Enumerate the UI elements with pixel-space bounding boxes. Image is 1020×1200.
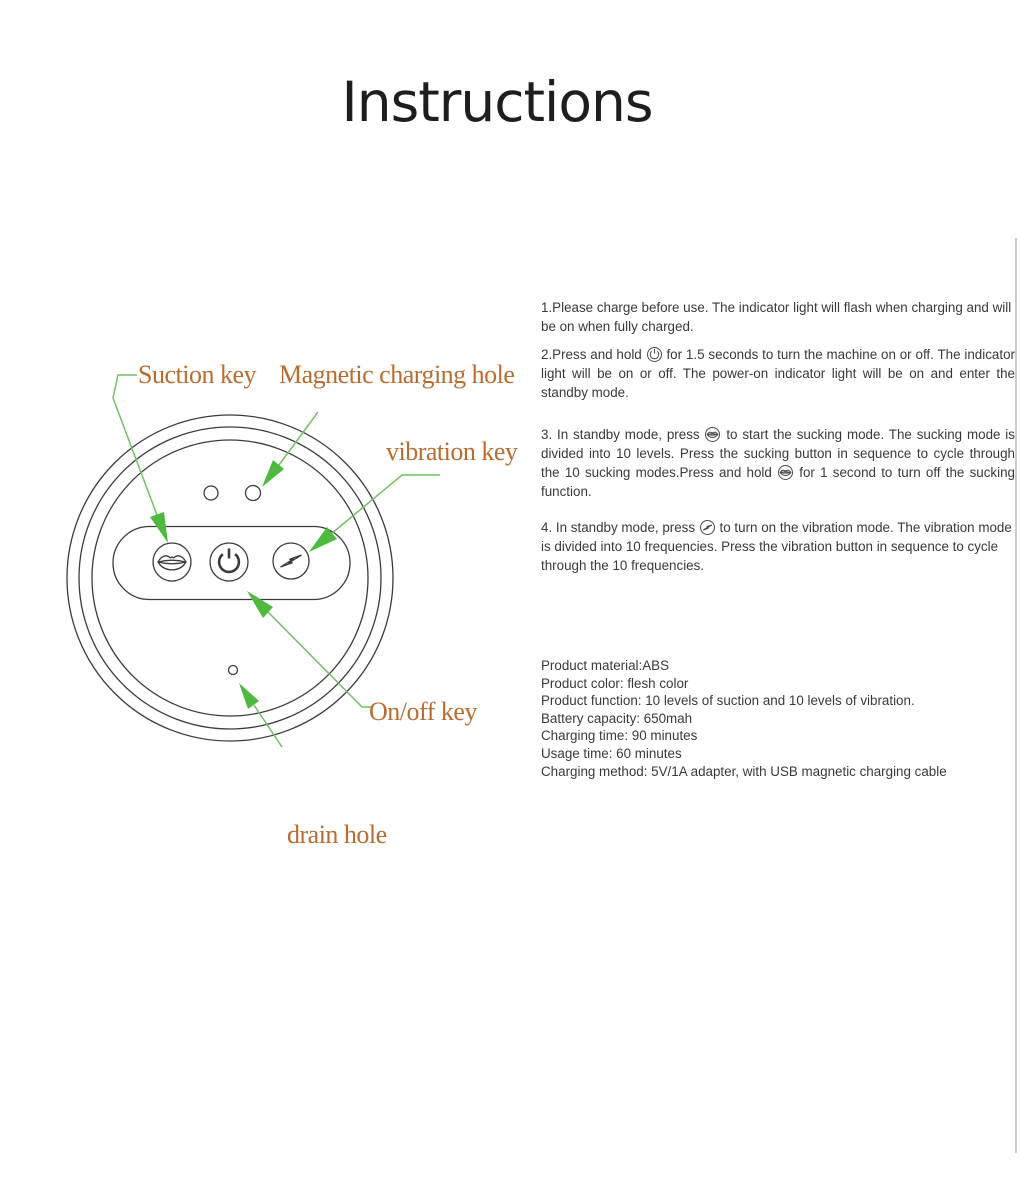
lips-icon — [704, 426, 721, 443]
onoff-leader — [247, 591, 371, 707]
scan-edge-line — [1015, 238, 1017, 1153]
instruction-step-2 — [541, 345, 1015, 402]
instruction-text: 2.Press and hold — [541, 347, 646, 362]
spec-line-material: Product material:ABS — [541, 658, 670, 673]
suction-button — [153, 543, 191, 581]
charging-hole-left — [204, 486, 218, 500]
instruction-step-3 — [541, 425, 1015, 501]
spec-line-color: Product color: flesh color — [541, 675, 689, 691]
instruction-text: 1.Please charge before use. The indicator light will flash when charging and will be on when fully charged. — [541, 300, 1012, 334]
spec-line-usage-time: Usage time: 60 minutes — [541, 745, 682, 761]
label-vibration-key: vibration key — [386, 437, 518, 466]
vibration-leader — [309, 475, 440, 552]
spec-line-function: Product function: 10 levels of suction and 10 levels of vibration. — [541, 693, 915, 709]
device-diagram — [0, 350, 540, 820]
instruction-text: to start the sucking mode. The sucking mode is divided into 10 levels. Press the sucking button in sequence to cycle through the 10 sucking modes.Press and hold — [541, 427, 1015, 480]
instruction-text: 3. In standby mode, press — [541, 427, 705, 442]
lightning-icon — [281, 555, 302, 567]
power-icon — [219, 549, 239, 572]
label-drain-hole: drain hole — [287, 820, 387, 849]
spec-line-battery: Battery capacity: 650mah — [541, 710, 693, 726]
drain-hole — [229, 666, 238, 675]
spec-line-charging-method: Charging method: 5V/1A adapter, with USB magnetic charging cable — [541, 763, 947, 779]
power-icon — [646, 346, 663, 363]
instruction-text: 4. In standby mode, press — [541, 520, 699, 535]
label-magnetic-charging-hole: Magnetic charging hole — [279, 360, 515, 389]
lips-icon — [158, 556, 186, 570]
button-panel — [113, 527, 350, 600]
specifications-block — [541, 657, 1015, 780]
label-on-off-key: On/off key — [369, 697, 477, 726]
lightning-icon — [699, 519, 716, 536]
instruction-text: for 1 second to turn off the sucking function. — [541, 465, 1015, 499]
page-title: Instructions — [341, 70, 653, 134]
instruction-step-1 — [541, 298, 1015, 336]
instruction-text: for 1.5 seconds to turn the machine on or off. The indicator light will be on or off. The power-on indicator light will be on and enter the standby mode. — [541, 347, 1016, 400]
spec-line-charging-time: Charging time: 90 minutes — [541, 728, 698, 744]
instructions-column — [541, 298, 1015, 575]
instruction-step-4 — [541, 518, 1015, 575]
label-suction-key: Suction key — [138, 360, 256, 389]
instruction-text: to turn on the vibration mode. The vibration mode is divided into 10 frequencies. Press the vibration button in sequence to cycle through the 10 frequencies. — [541, 520, 1012, 573]
lips-icon — [777, 464, 794, 481]
vibration-button — [273, 543, 309, 579]
charging-hole-right — [246, 486, 261, 501]
power-button — [210, 543, 248, 581]
